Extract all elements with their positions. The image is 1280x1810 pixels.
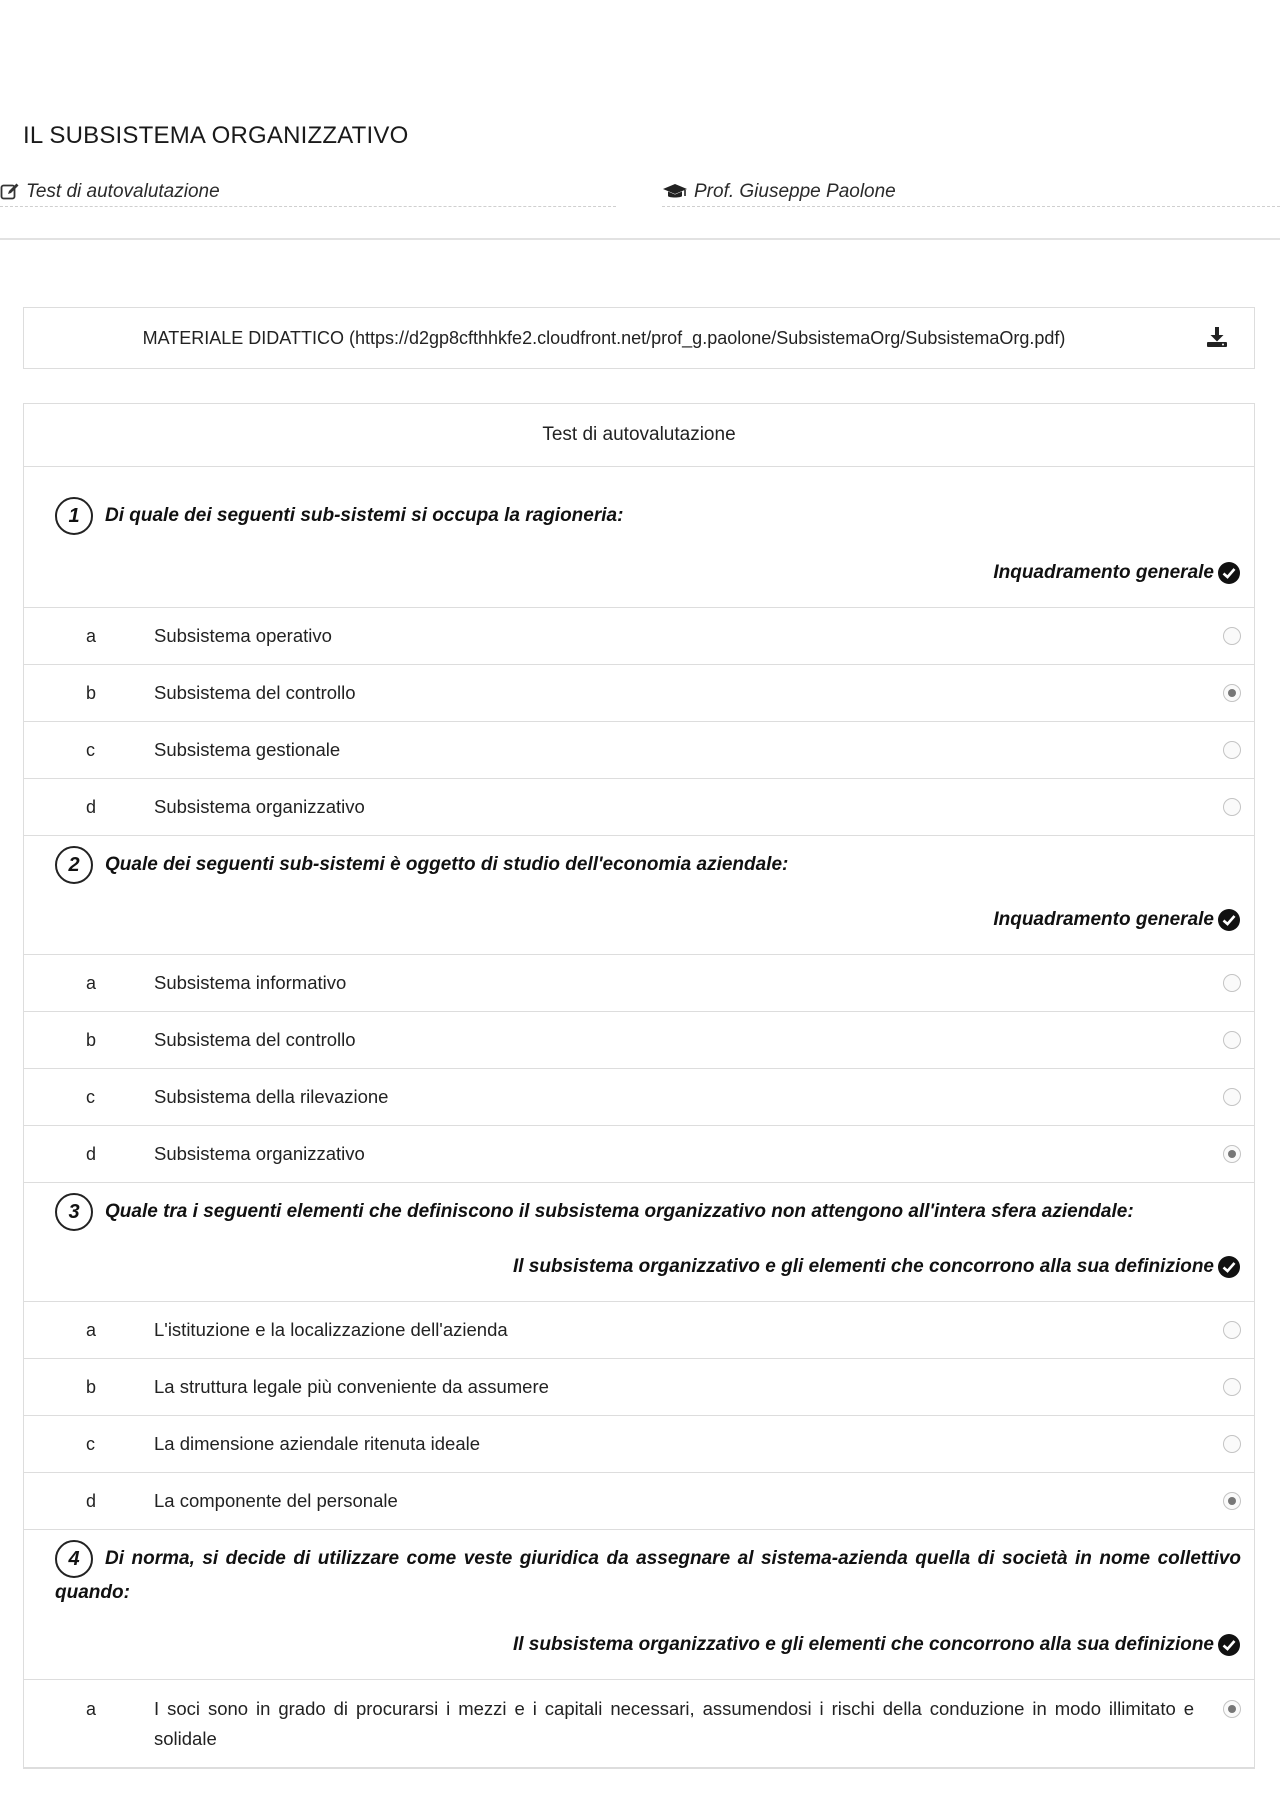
option-letter: a [86,1319,97,1340]
option-radio[interactable] [1223,1700,1241,1718]
meta-professor-label [662,178,1280,207]
question-topic [993,561,1241,585]
material-link[interactable]: MATERIALE DIDATTICO (https://d2gp8cfthhkfe2.cloudfront.net/prof_g.paolone/SubsistemaOrg/SubsistemaOrg.pdf) [142,327,1066,348]
option-radio[interactable] [1223,741,1241,759]
option-letter: d [86,1490,97,1511]
option-radio[interactable] [1223,798,1241,816]
question-topic-label: Inquadramento generale [993,562,1214,583]
option-text: Subsistema informativo [154,972,347,993]
question-topic-label: Il subsistema organizzativo e gli elementi che concorrono alla sua definizione [512,1634,1214,1655]
option-text: Subsistema operativo [154,625,332,646]
question-3 [24,1183,1254,1302]
option-row[interactable] [24,1416,1254,1473]
option-row[interactable] [24,1069,1254,1126]
option-letter: a [86,972,97,993]
meta-test-text: Test di autovalutazione [26,181,220,202]
test-header: Test di autovalutazione [24,404,1254,467]
question-number-badge: 4 [55,1540,93,1578]
question-1-line [55,497,1241,535]
option-text: Subsistema organizzativo [154,1143,365,1164]
question-3-line [55,1193,1241,1231]
download-icon[interactable] [1206,326,1228,348]
option-letter: b [86,1029,97,1050]
option-letter: c [86,739,95,760]
option-radio[interactable] [1223,1378,1241,1396]
question-topic [993,908,1241,932]
option-row[interactable] [24,1680,1254,1768]
option-radio[interactable] [1223,974,1241,992]
option-letter: c [86,1086,95,1107]
option-row[interactable] [24,1302,1254,1359]
option-radio[interactable] [1223,1492,1241,1510]
question-1 [24,467,1254,608]
option-radio[interactable] [1223,1145,1241,1163]
option-letter: d [86,796,97,817]
question-topic [513,1255,1241,1279]
meta-professor-text: Prof. Giuseppe Paolone [694,181,896,202]
option-text: I soci sono in grado di procurarsi i mezzi e i capitali necessari, assumendosi i rischi della conduzione in modo illimitato e solidale [154,1698,1194,1749]
option-text: Subsistema organizzativo [154,796,365,817]
question-topic [513,1633,1241,1657]
material-box[interactable] [23,307,1255,369]
question-text: Di quale dei seguenti sub-sistemi si occupa la ragioneria: [105,505,624,527]
option-text: Subsistema del controllo [154,1029,356,1050]
option-letter: a [86,1699,97,1719]
option-row[interactable] [24,1359,1254,1416]
option-radio[interactable] [1223,1435,1241,1453]
check-circle-icon [1217,908,1241,932]
option-letter: c [86,1433,95,1454]
question-number-badge: 2 [55,846,93,884]
option-text: Subsistema del controllo [154,682,356,703]
option-text: L'istituzione e la localizzazione dell'azienda [154,1319,508,1340]
option-row[interactable] [24,1126,1254,1183]
option-text: La struttura legale più conveniente da assumere [154,1376,549,1397]
question-text: Quale dei seguenti sub-sistemi è oggetto di studio dell'economia aziendale: [105,854,789,876]
option-text: Subsistema gestionale [154,739,341,760]
option-row[interactable] [24,1473,1254,1530]
meta-test-label [0,178,616,207]
question-2 [24,836,1254,955]
option-row[interactable] [24,608,1254,665]
option-row[interactable] [24,665,1254,722]
question-text: Di norma, si decide di utilizzare come veste giuridica da assegnare al sistema-azienda quella di società in nome collettivo quando: [55,1548,1241,1603]
header-divider [0,238,1280,240]
question-topic-label: Il subsistema organizzativo e gli elementi che concorrono alla sua definizione [512,1256,1214,1277]
option-radio[interactable] [1223,684,1241,702]
question-topic-label: Inquadramento generale [993,909,1214,930]
option-letter: b [86,682,97,703]
edit-icon [0,182,20,202]
test-panel [23,403,1255,1769]
option-radio[interactable] [1223,1031,1241,1049]
check-circle-icon [1217,1255,1241,1279]
question-number-badge: 3 [55,1193,93,1231]
question-text: Quale tra i seguenti elementi che definiscono il subsistema organizzativo non attengono all'intera sfera aziendale: [105,1201,1134,1223]
graduation-cap-icon [662,182,688,202]
meta-row [0,178,1280,208]
option-text: La componente del personale [154,1490,398,1511]
option-letter: a [86,625,97,646]
option-radio[interactable] [1223,627,1241,645]
question-number-badge: 1 [55,497,93,535]
option-radio[interactable] [1223,1321,1241,1339]
option-letter: d [86,1143,97,1164]
check-circle-icon [1217,561,1241,585]
question-2-line [55,846,1241,884]
option-letter: b [86,1376,97,1397]
page-title: IL SUBSISTEMA ORGANIZZATIVO [23,122,409,149]
question-4 [24,1530,1254,1680]
option-row[interactable] [24,779,1254,836]
check-circle-icon [1217,1633,1241,1657]
question-4-line [55,1540,1241,1608]
option-row[interactable] [24,722,1254,779]
option-row[interactable] [24,1012,1254,1069]
option-radio[interactable] [1223,1088,1241,1106]
option-text: Subsistema della rilevazione [154,1086,389,1107]
option-row[interactable] [24,955,1254,1012]
option-text: La dimensione aziendale ritenuta ideale [154,1433,481,1454]
